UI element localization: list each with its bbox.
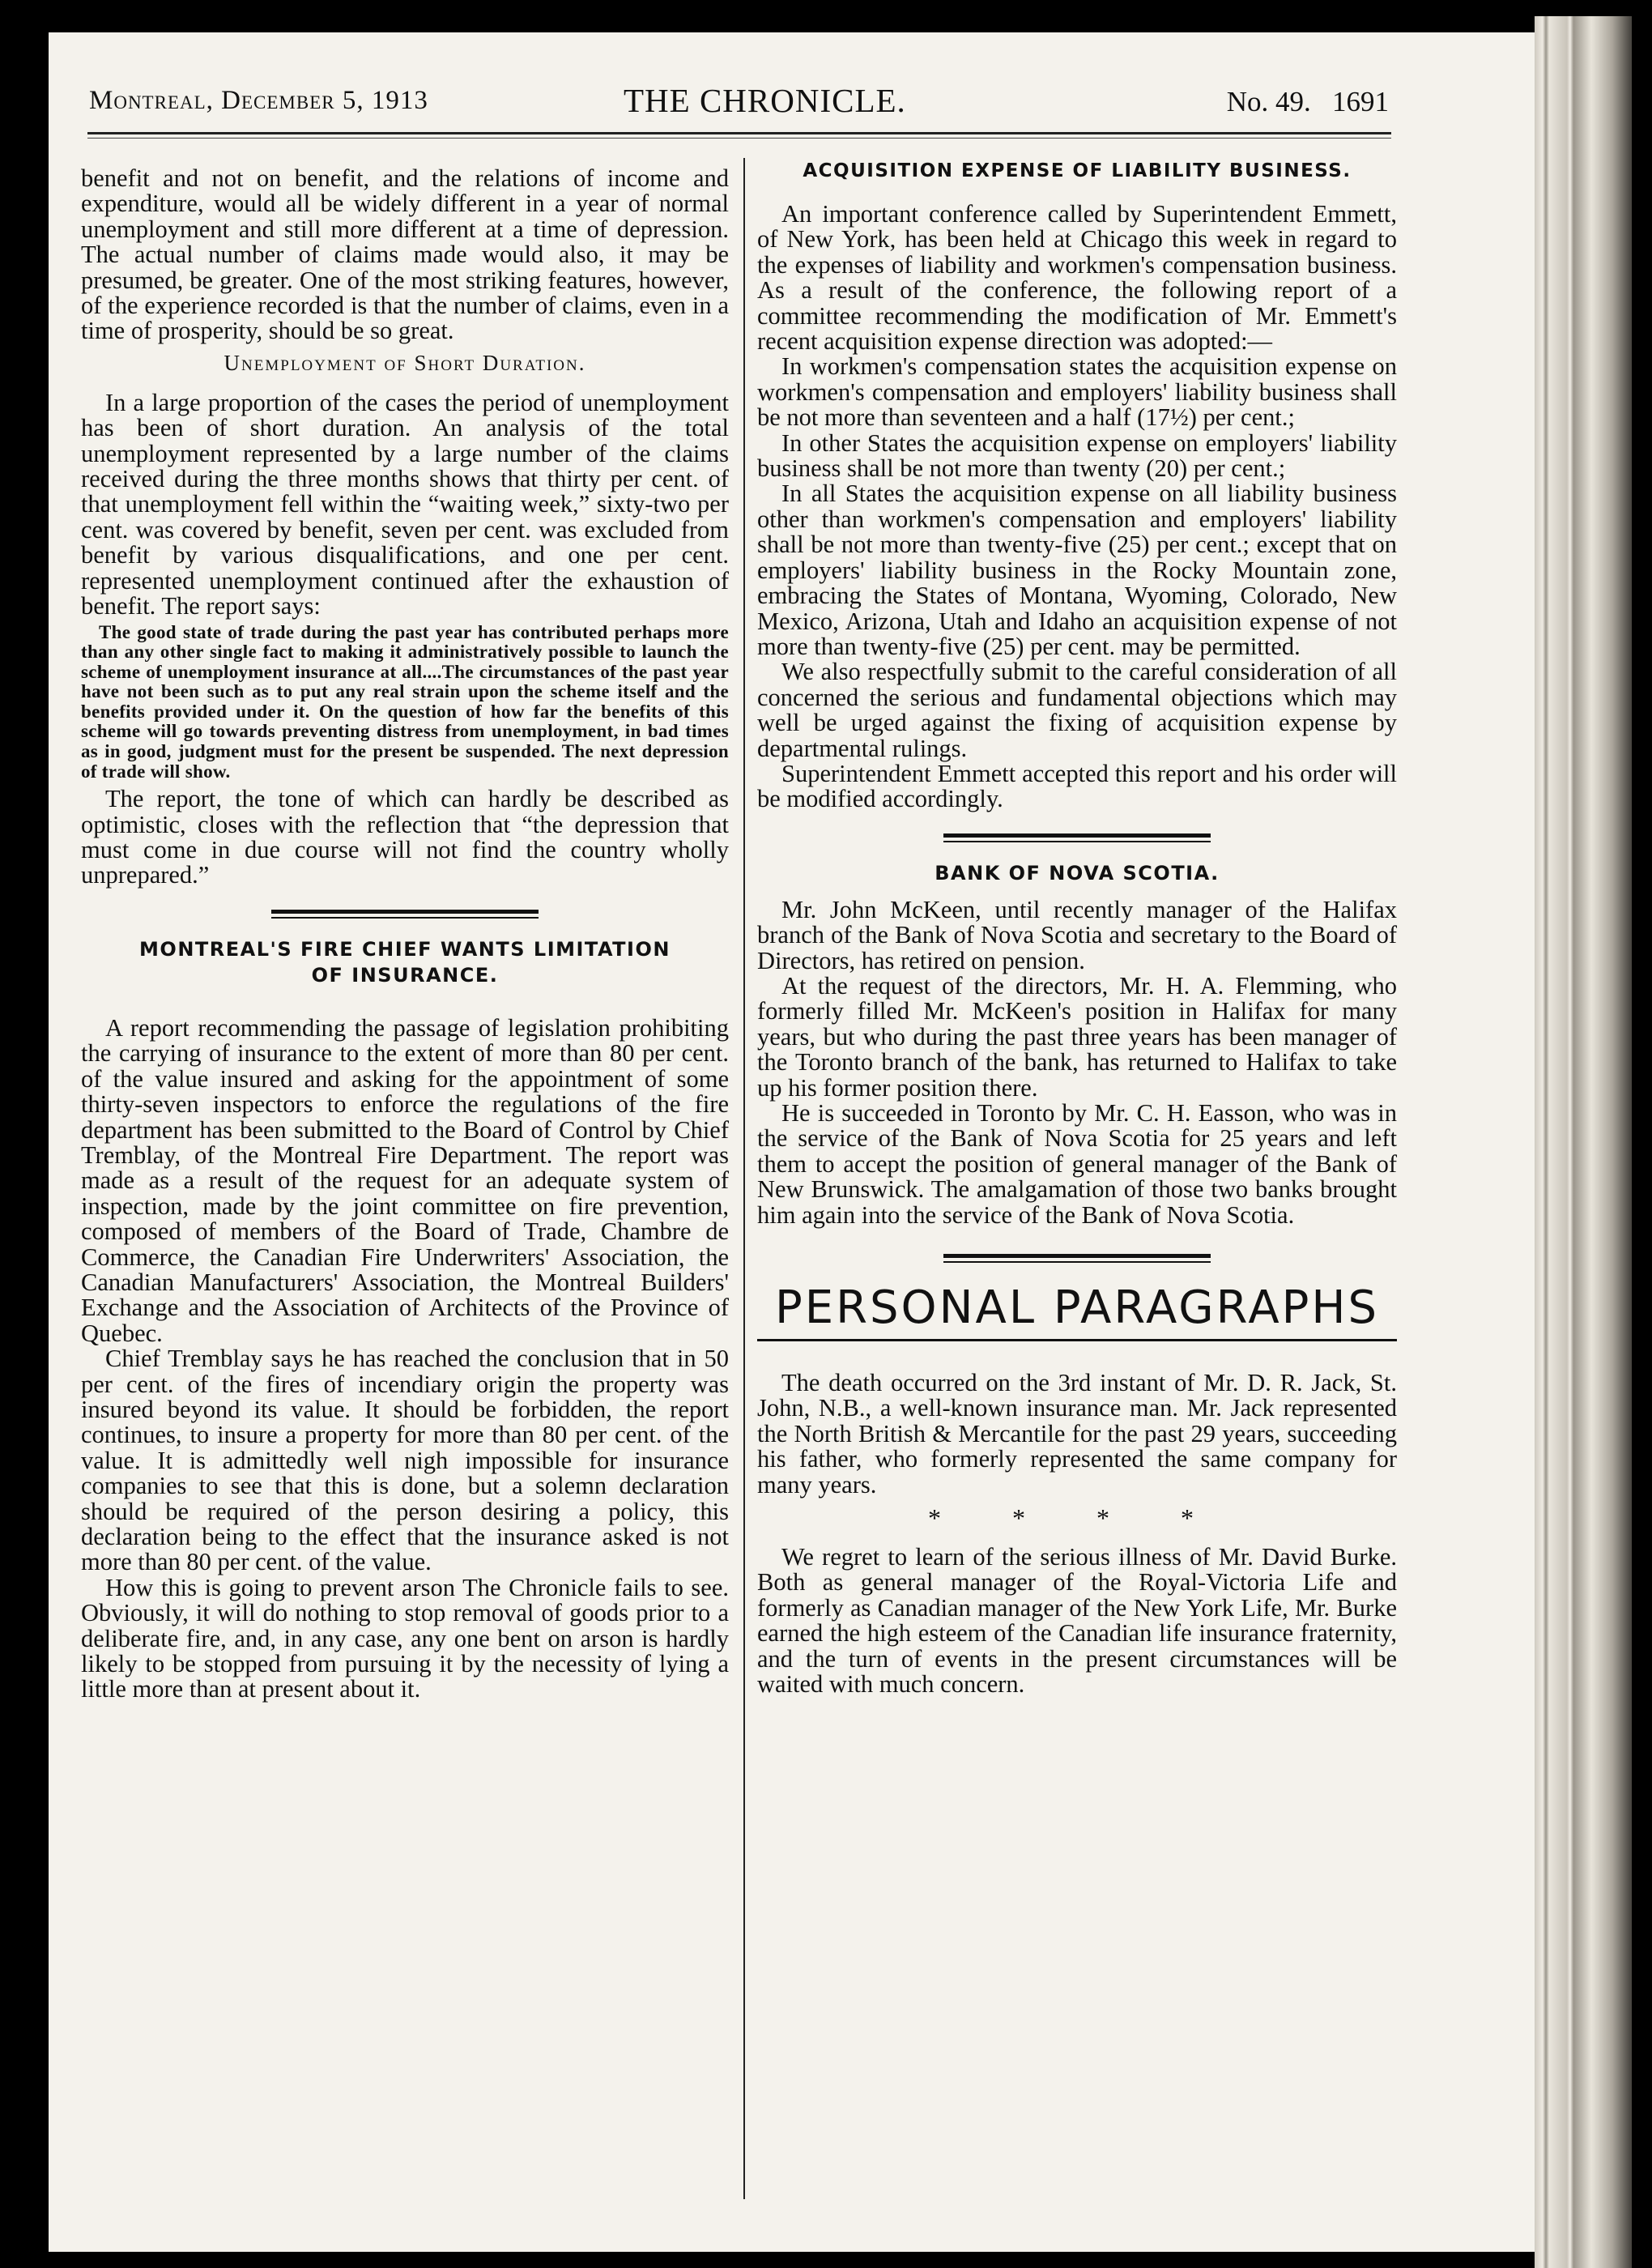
- section-divider: [943, 833, 1211, 842]
- intro-paragraph: benefit and not on benefit, and the relations of income and expenditure, would all be widely different in a year of normal unemployment and still more different at a time of depression. The actual number of claims made would also, it may be presumed, be greater. One of the most striking features, however, of the experience recorded is that the number of claims, even in a time of prosperity, should be so great.: [81, 164, 729, 345]
- acquisition-paragraph-1: An important conference called by Superintendent Emmett, of New York, has been held at Chicago this week in regard to the expenses of liability and workmen's compensation business. As a result of the conference, the following report of a committee recommending the modification of Mr. Emmett's recent acquisition expense direction was adopted:—: [757, 200, 1397, 356]
- column-divider: [743, 158, 745, 2199]
- paragraph-report-conclusion: The report, the tone of which can hardly be described as optimistic, closes with the reflection that “the depression that must come in due course will not find the country wholly unprepared.”: [81, 785, 729, 889]
- bank-title: BANK OF NOVA SCOTIA.: [935, 861, 1220, 885]
- header-rule: [87, 132, 1391, 134]
- header-rule-thin: [87, 138, 1391, 139]
- page-edge-strip: [1535, 16, 1632, 2268]
- fire-chief-title-line1: MONTREAL'S FIRE CHIEF WANTS LIMITATION: [139, 937, 671, 961]
- fire-chief-title-line2: OF INSURANCE.: [311, 963, 499, 987]
- fire-chief-paragraph-2: Chief Tremblay says he has reached the conclusion that in 50 per cent. of the fires of incendiary origin the property was insured beyond its value. It should be forbidden, the report continues, to insure a property for more than 80 per cent. of the value. It is admittedly well nigh impossible for insurance companies to see that this is done, but a solemn declaration should be required of the person desiring a policy, this declaration being to the effect that the insurance asked is not more than 80 per cent. of the value.: [81, 1345, 729, 1576]
- section-divider: [271, 910, 539, 919]
- acquisition-paragraph-6: Superintendent Emmett accepted this report and his order will be modified accordingly.: [757, 759, 1397, 813]
- acquisition-title: ACQUISITION EXPENSE OF LIABILITY BUSINESS.: [803, 160, 1352, 181]
- personal-paragraph-1: The death occurred on the 3rd instant of Mr. D. R. Jack, St. John, N.B., a well-known insurance man. Mr. Jack represented the North British & Mercantile for the past 29 years, succeeding his father, who formerly represented the same company for many years.: [757, 1369, 1397, 1498]
- personal-title-rule: [757, 1339, 1397, 1341]
- acquisition-paragraph-5: We also respectfully submit to the careful consideration of all concerned the serious and fundamental objections which may well be urged against the fixing of acquisition expense by departmental rulings.: [757, 658, 1397, 762]
- personal-paragraphs-title: PERSONAL PARAGRAPHS: [774, 1281, 1380, 1335]
- header-page-number: 1691: [1332, 86, 1389, 117]
- personal-paragraph-2: We regret to learn of the serious illness of Mr. David Burke. Both as general manager of the Royal-Victoria Life and formerly as Canadian manager of the New York Life, Mr. Burke earned the high esteem of the Canadian life insurance fraternity, and the turn of events in the present circumstances will be waited with much concern.: [757, 1543, 1397, 1699]
- acquisition-paragraph-3: In other States the acquisition expense on employers' liability business shall be not more than twenty (20) per cent.;: [757, 428, 1397, 483]
- bank-paragraph-2: At the request of the directors, Mr. H. A. Flemming, who formerly filled Mr. McKeen's position in Halifax for many years, but who during the past three years has been manager of the Toronto branch of the bank, has returned to Halifax to take up his former position there.: [757, 971, 1397, 1102]
- acquisition-paragraph-4: In all States the acquisition expense on all liability business other than workmen's compensation and employers' liability shall be not more than twenty-five (25) per cent.; except that on employers' liability business in the Rocky Mountain zone, embracing the States of Montana, Wyoming, Colorado, New Mexico, Arizona, Utah and Idaho an acquisition expense of not more than twenty-five (25) per cent. may be permitted.: [757, 480, 1397, 660]
- left-column: [81, 166, 729, 1703]
- header-title: THE CHRONICLE.: [624, 82, 906, 119]
- separator-stars: * * * *: [928, 1503, 1226, 1533]
- fire-chief-title: [81, 936, 729, 988]
- report-quote: The good state of trade during the past year has contributed perhaps more than any other single fact to making it administratively possible to launch the scheme of unemployment insurance at all....The circumstances of the past year have not been such as to put any real strain upon the scheme itself and the benefits provided under it. On the question of how far the benefits of this scheme will go towards preventing distress from unemployment, in bad times as in good, judgment must for the present be suspended. The next depression of trade will show.: [81, 621, 729, 782]
- acquisition-paragraph-2: In workmen's compensation states the acquisition expense on workmen's compensation and employers' liability business shall be not more than seventeen and a half (17½) per cent.;: [757, 352, 1397, 432]
- page-header: [89, 75, 1389, 123]
- section-divider: [943, 1254, 1211, 1263]
- bank-paragraph-1: Mr. John McKeen, until recently manager of the Halifax branch of the Bank of Nova Scotia and secretary to the Board of Directors, has retired on pension.: [757, 895, 1397, 974]
- header-date: Montreal, December 5, 1913: [89, 86, 428, 115]
- header-issue-page: [1227, 86, 1389, 118]
- bank-paragraph-3: He is succeeded in Toronto by Mr. C. H. Easson, who was in the service of the Bank of Nova Scotia for 25 years and left them to accept the position of general manager of the Bank of New Brunswick. The amalgamation of those two banks brought him again into the service of the Bank of Nova Scotia.: [757, 1099, 1397, 1229]
- header-issue: No. 49.: [1226, 86, 1311, 117]
- right-column: [757, 158, 1397, 1698]
- fire-chief-paragraph-1: A report recommending the passage of legislation prohibiting the carrying of insurance to the extent of more than 80 per cent. of the value insured and asking for the appointment of some thirty-seven inspectors to enforce the regulations of the fire department has been submitted to the Board of Control by Chief Tremblay, of the Montreal Fire Department. The report was made as a result of the request for an adequate system of inspection, made by the joint committee on fire prevention, composed of members of the Board of Trade, Chambre de Commerce, the Canadian Fire Underwriters' Association, the Canadian Manufacturers' Association, the Montreal Builders' Exchange and the Association of Architects of the Province of Quebec.: [81, 1013, 729, 1347]
- subheading-unemployment: Unemployment of Short Duration.: [224, 350, 586, 375]
- fire-chief-paragraph-3: How this is going to prevent arson The Chronicle fails to see. Obviously, it will do nothing to stop removal of goods prior to a deliberate fire, and, in any case, any one bent on arson is hardly likely to be stopped from pursuing it by the necessity of lying a little more than at present about it.: [81, 1573, 729, 1703]
- paragraph-unemployment-analysis: In a large proportion of the cases the period of unemployment has been of short duration. An analysis of the total unemployment represented by a large number of the claims received during the three months shows that thirty per cent. of that unemployment fell within the “waiting week,” sixty-two per cent. was covered by benefit, seven per cent. was excluded from benefit by various disqualifications, and one per cent. represented unemployment continued after the exhaustion of benefit. The report says:: [81, 388, 729, 620]
